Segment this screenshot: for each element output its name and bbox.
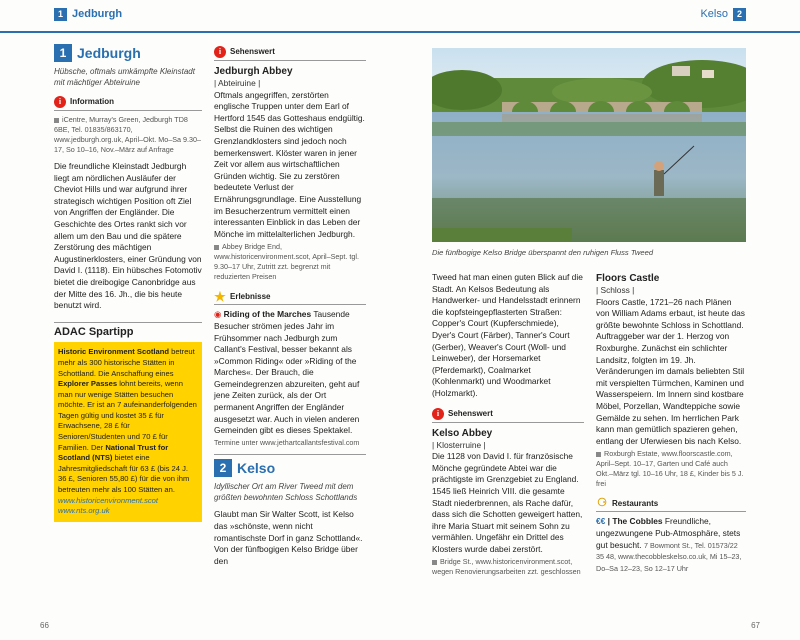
event-paragraph bbox=[214, 309, 366, 448]
kelso-sight-heading bbox=[432, 408, 584, 423]
kelso-abbey-info-content: Bridge St., www.historicenvironment.scot, wegen Renovierungsarbeiten zzt. geschlossen bbox=[432, 557, 581, 577]
column-jedburgh bbox=[54, 44, 202, 522]
bullet-square-icon bbox=[432, 560, 437, 565]
kelso-text: Tweed hat man einen guten Blick auf die Stadt. An Kelsos Bedeutung als Handwerker- und Handelsstadt erinnern die kopfsteingepflasterten Straßen: Copper's Court (Kupferschmiede), Dyer's Court (Färber), Tanner's Court (Gerber), Weaver's Court (Woll- und Leinweber), der Horsemarket (Pferdemarkt), Coalmarket (Kohlenmarkt) und Woodmarket (Holzmarkt). bbox=[432, 272, 583, 398]
kelso-intro: Glaubt man Sir Walter Scott, ist Kelso das »schönste, wenn nicht romantischste Dorf in ganz Schottland«. Von der fünfbogigen Kelso Bridge über den bbox=[214, 509, 363, 566]
page-header bbox=[0, 0, 800, 33]
restaurant-heading bbox=[596, 497, 746, 512]
cobbles-text: Freundliche, ungezwungene Pub-Atmosphäre, stets gut besucht. bbox=[596, 516, 741, 550]
floors-castle-text: Floors Castle, 1721–26 nach Plänen von William Adams erbaut, ist heute das größte bewohnte Schloss in Schottland. Auftraggeber war der 1. Herzog von Roxburghe. Zunächst ein schlichter Landsitz, folgten im 19. Jh. Veränderungen im damals beliebten Stil mit verspielten Türmchen, Kaminen und Wasserspeiern. Im Innern sind kostbare Möbel, Porzellan, Wandteppiche sowie Gemälde zu sehen. Im herrlichen Park kann man gemütlich spazieren gehen, entlang der Uferwiesen bis nach Kelso. bbox=[596, 296, 745, 446]
section-title-kelso: Kelso bbox=[237, 460, 276, 477]
tip-link-nts[interactable]: www.nts.org.uk bbox=[58, 506, 110, 516]
info-heading bbox=[54, 96, 202, 111]
header-left bbox=[54, 8, 122, 21]
kelso-abbey-info bbox=[432, 557, 584, 577]
header-left-title: Jedburgh bbox=[72, 7, 123, 20]
floors-castle-info-content: Roxburgh Estate, www.floorscastle.com, April–Sept. 10–17, Garten und Café auch Okt.–März tgl. 10–16 Uhr, 18 £, Kinder bis 5 J. frei bbox=[596, 449, 744, 489]
kelso-abbey-text: Die 1128 von David I. für französische Mönche gegründete Abtei war die prächtigste im Grenzgebiet zu England. 1545 ließ Heinrich VIII. die gesamte Stadt niederbrennen, als Rache dafür, dass sich die Schotten geweigert hatten, ihre Maria Stuart mit seinem Sohn zu vermählen. Ungefähr ein Drittel des Klosters wurde dabei zerstört. bbox=[432, 451, 583, 554]
kelso-subtitle: Idyllischer Ort am River Tweed mit dem größten bewohnten Schloss Schottlands bbox=[214, 482, 358, 503]
tip-title: ADAC Spartipp bbox=[54, 322, 202, 339]
restaurant-label: Restaurants bbox=[612, 498, 659, 508]
column-sights-jedburgh bbox=[214, 44, 366, 569]
experience-heading bbox=[214, 290, 366, 305]
jedburgh-abbey-info bbox=[214, 242, 366, 282]
event-title: Riding of the Marches bbox=[223, 309, 312, 320]
cobbles-info: 7 Bowmont St., Tel. 01573/22 35 48, www.thecobbleskelso.co.uk, Mi 15–23, Do–Sa 12–23, So 12–17 Uhr bbox=[596, 540, 742, 573]
tip-box bbox=[54, 342, 202, 522]
kelso-sight-label: Sehenswert bbox=[448, 408, 493, 418]
kelso-abbey-title: Kelso Abbey bbox=[432, 427, 493, 439]
info-text-content: iCentre, Murray's Green, Jedburgh TD8 6BE, Tel. 01835/863170, www.jedburgh.org.uk, April–Okt. Mo–Sa 9.30–17, So 10–16, Nov.–März auf Anfrage bbox=[54, 115, 202, 154]
photo-caption: Die fünfbogige Kelso Bridge überspannt den ruhigen Fluss Tweed bbox=[432, 248, 654, 257]
jedburgh-abbey-info-content: Abbey Bridge End, www.historicenvironment.scot, April–Sept. tgl. 9.30–17 Uhr, Zutritt zzt. begrenzt mit reduzierten Preisen bbox=[214, 242, 360, 282]
bullet-square-icon bbox=[54, 118, 59, 123]
kelso-bridge-image bbox=[432, 48, 746, 242]
sight-heading bbox=[214, 46, 366, 61]
section-heading-jedburgh bbox=[54, 44, 202, 62]
info-icon: i bbox=[54, 96, 66, 108]
jedburgh-body: Die freundliche Kleinstadt Jedburgh liegt am nördlichen Ausläufer der Cheviot Hills und war aufgrund ihrer strategisch wichtigen Position oft Ziel von Angriffen der Engländer. Die Geschichte des Ortes rankt sich vor allem um den Bau und die spätere Zerstörung des mächtigen Augustinerklosters, einer Gründung von David I. (1118). Ein hübsches Fotomotiv bietet die dreibogige Canonbridge aus der Mitte des 16. Jh., die bis heute benutzt wird. bbox=[54, 161, 202, 311]
floors-castle-info bbox=[596, 449, 746, 489]
header-left-number: 1 bbox=[54, 8, 67, 21]
section-number-kelso: 2 bbox=[214, 459, 232, 477]
jedburgh-abbey-text: Oftmals angegriffen, zerstörten englische Truppen unter dem Earl of Hertford 1545 das Gotteshaus endgültig. Selbst die Ruinen des wichtigen Grenzlandklosters sind jedoch noch bemerkenswert. Klöster waren in jener Zeit vor allem aus wirtschaftlichen Gründen wichtig. Sie zu zerstören bedeutete Verlust der Ernährungsgrundlage. Eine Ausstellung im Besucherzentrum vermittelt einen interessanten Einblick in das Leben der Mönche im mittelalterlichen Jedburgh. bbox=[214, 89, 365, 239]
map-pin-icon: ◉ bbox=[214, 309, 224, 320]
sight-icon: i bbox=[214, 46, 226, 58]
tip-passes: Explorer Passes bbox=[58, 379, 118, 389]
column-floors bbox=[596, 272, 746, 576]
sight-label: Sehenswert bbox=[230, 47, 275, 57]
jedburgh-abbey-type: | Abteiruine | bbox=[214, 78, 261, 88]
tip-der: Der bbox=[90, 442, 104, 452]
tip-link-hes[interactable]: www.historicenvironment.scot bbox=[58, 495, 159, 505]
info-text bbox=[54, 115, 202, 155]
price-level: €€ bbox=[596, 516, 606, 527]
header-right bbox=[700, 8, 746, 21]
cobbles-paragraph bbox=[596, 516, 746, 574]
bullet-square-icon bbox=[596, 452, 601, 457]
tip-text-1a: betreut mehr als 300 historische Stätten in Schottland. Die Anschaffung eines bbox=[58, 347, 195, 378]
header-right-number: 2 bbox=[733, 8, 746, 21]
kelso-bridge-photo bbox=[432, 48, 746, 242]
tip-hes-name: Historic Environment Scotland bbox=[58, 347, 169, 357]
experience-label: Erlebnisse bbox=[230, 291, 271, 301]
tip-text-1b: lohnt bereits, wenn man nur wenige Stätten besuchen möchte. Er ist an 7 aufeinanderfolgenden Tagen gültig und kostet 35 £ für Erwachsene, 28 £ für Senioren/Studenten und 70 £ für Familien. bbox=[58, 379, 197, 452]
column-kelso bbox=[432, 272, 584, 579]
event-info: Termine unter www.jethartcallantsfestival.com bbox=[214, 437, 360, 447]
section-number: 1 bbox=[54, 44, 72, 62]
cobbles-title: | The Cobbles bbox=[607, 516, 663, 527]
kelso-abbey-type: | Klosterruine | bbox=[432, 439, 486, 450]
header-right-title: Kelso bbox=[700, 7, 728, 20]
tip-nts-name: National Trust for Scotland (NTS) bbox=[58, 442, 169, 463]
floors-castle-title: Floors Castle bbox=[596, 273, 660, 284]
star-icon: ★ bbox=[214, 288, 226, 304]
event-text: Tausende Besucher strömen jedes Jahr im Frühsommer nach Jedburgh zum Callant's Festival, besser bekannt als »Common Riding« oder »Riding of the Marches«. Der Brauch, die Gemeindegrenzen abzureiten, geht auf jene Zeiten zurück, als der Ort permanent Angriffen der Engländer ausgesetzt war. Auch in vielen anderen Gemeinden gibt es dieses Spektakel. bbox=[214, 309, 360, 436]
info-label: Information bbox=[70, 97, 114, 107]
sight-icon: i bbox=[432, 408, 444, 420]
section-subtitle: Hübsche, oftmals umkämpfte Kleinstadt mit mächtiger Abteiruine bbox=[54, 67, 195, 87]
section-title: Jedburgh bbox=[77, 45, 141, 61]
jedburgh-abbey-title: Jedburgh Abbey bbox=[214, 66, 293, 77]
floors-castle-type: | Schloss | bbox=[596, 285, 635, 295]
page-number-left: 66 bbox=[40, 621, 49, 631]
section-heading-kelso bbox=[214, 459, 366, 477]
tip-text-2: bietet eine Jahresmitgliedschaft für 63 £ (bis 24 J. 36 £, Senioren 55,80 £) für die von ihm betreuten mehr als 100 Stätten an. bbox=[58, 453, 190, 495]
bullet-square-icon bbox=[214, 245, 219, 250]
fork-knife-icon: ⚆ bbox=[597, 496, 607, 509]
page-number-right: 67 bbox=[751, 621, 760, 631]
